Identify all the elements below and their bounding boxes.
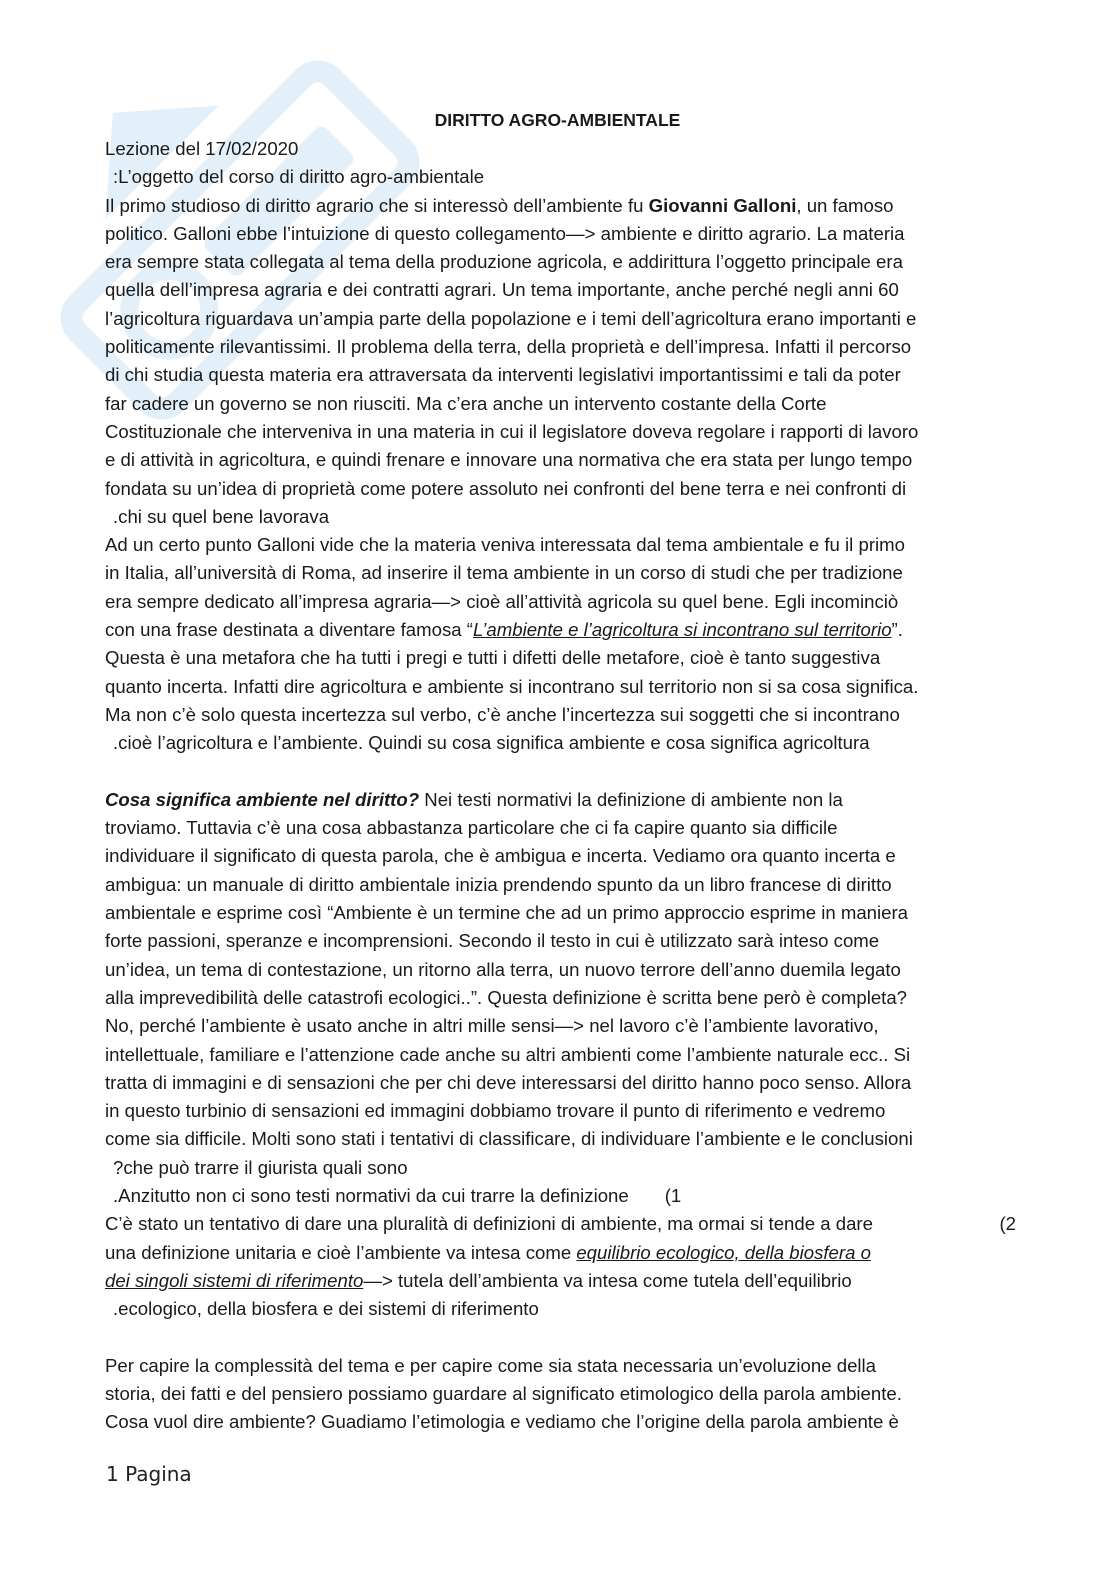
text-line: quella dell’impresa agraria e dei contratti agrari. Un tema importante, anche perché negli anni 60 [105,279,899,301]
text-line: Ad un certo punto Galloni vide che la materia veniva interessata dal tema ambientale e fu il primo [105,534,905,556]
paragraph-galloni-intro [105,192,1010,532]
text-line: tratta di immagini e di sensazioni che per chi deve interessarsi del diritto hanno poco senso. Allora [105,1071,912,1093]
text-line: Per capire la complessità del tema e per capire come sia stata necessaria un’evoluzione della [105,1354,877,1376]
text-line: come sia difficile. Molti sono stati i tentativi di classificare, di individuare l’ambiente e le conclusioni [105,1128,913,1150]
text-line: e di attività in agricoltura, e quindi frenare e innovare una normativa che era stata per lungo tempo [105,449,913,471]
section-heading: Cosa significa ambiente nel diritto? [105,788,420,810]
paragraph-etymology [105,1352,1010,1437]
text-span: con una frase destinata a diventare famosa “ [105,619,473,641]
list-item-2 [105,1210,1016,1238]
text-line: un’idea, un tema di contestazione, un ritorno alla terra, un nuovo terrore dell’anno duemila legato [105,958,901,980]
text-line: storia, dei fatti e del pensiero possiamo guardare al significato etimologico della parola ambiente. [105,1383,902,1405]
numbered-list [105,1182,1016,1323]
text-line: era sempre stata collegata al tema della produzione agricola, e addirittura l’oggetto principale era [105,251,903,273]
text-line: era sempre dedicato all’impresa agraria—> cioè all’attività agricola su quel bene. Egli incominciò [105,590,899,612]
spacer [105,758,1010,786]
text-line: forte passioni, speranze e incomprensioni. Secondo il testo in cui è utilizzato sarà inteso come [105,930,880,952]
text-line [105,786,1010,814]
list-item-text: C’è stato un tentativo di dare una pluralità di definizioni di ambiente, ma ormai si tende a dare [105,1213,873,1235]
lesson-date: Lezione del 17/02/2020 [105,138,299,159]
text-line: intellettuale, familiare e l’attenzione cade anche su altri ambienti come l’ambiente naturale ecc.. Si [105,1043,911,1065]
text-line: far cadere un governo se non riusciti. Ma c’era anche un intervento costante della Corte [105,392,827,414]
famous-quote: L’ambiente e l’agricoltura si incontrano sul territorio [472,619,892,641]
text-span: —> tutela dell’ambienta va intesa come tutela dell’equilibrio [363,1269,852,1291]
text-line: l’agricoltura riguardava un’ampia parte della popolazione e i temi dell’agricoltura erano importanti e [105,307,917,329]
text-line: .ecologico, della biosfera e dei sistemi di riferimento [113,1298,539,1320]
spacer [105,1323,1010,1351]
text-line: individuare il significato di questa parola, che è ambigua e incerta. Vediamo ora quanto incerta e [105,845,896,867]
text-line: No, perché l’ambiente è usato anche in altri mille sensi—> nel lavoro c’è l’ambiente lavorativo, [105,1015,879,1037]
text-line: ?che può trarre il giurista quali sono [113,1156,408,1178]
text-line: Cosa vuol dire ambiente? Guadiamo l’etimologia e vediamo che l’origine della parola ambiente è [105,1411,899,1433]
text-line: .chi su quel bene lavorava [113,505,330,527]
text-line: politicamente rilevantissimi. Il problema della terra, della proprietà e dell’impresa. Infatti il percorso [105,336,912,358]
text-line [105,192,1010,220]
text-line: troviamo. Tuttavia c’è una cosa abbastanza particolare che ci fa capire quanto sia difficile [105,817,838,839]
text-line: fondata su un’idea di proprietà come potere assoluto nei confronti del bene terra e nei confronti di [105,477,907,499]
text-span: Il primo studioso di diritto agrario che si interessò dell’ambiente fu [105,194,649,216]
lesson-subject: :L’oggetto del corso di diritto agro-ambientale [113,166,485,188]
text-line: quanto incerta. Infatti dire agricoltura e ambiente si incontrano sul territorio non si sa cosa significa. [105,675,919,697]
text-span: ”. [891,619,903,641]
text-span: , un famoso [796,194,894,216]
definition-underlined: dei singoli sistemi di riferimento [105,1269,364,1291]
text-line [105,616,1010,644]
text-line: ambientale e esprime così “Ambiente è un termine che ad un primo approccio esprime in maniera [105,902,909,924]
page-number: 1 Pagina [106,1462,192,1486]
person-name: Giovanni Galloni [648,194,797,216]
document-page [105,106,1016,1437]
text-span: una definizione unitaria e cioè l’ambiente va intesa come [105,1241,577,1263]
text-line: Costituzionale che interveniva in una materia in cui il legislatore doveva regolare i rapporti di lavoro [105,420,919,442]
definition-underlined: equilibrio ecologico, della biosfera o [576,1241,871,1263]
text-line: politico. Galloni ebbe l’intuizione di questo collegamento—> ambiente e diritto agrario. La materia [105,222,905,244]
paragraph-galloni-metaphor [105,531,1010,757]
text-line: di chi studia questa materia era attraversata da interventi legislativi importantissimi e tali da poter [105,364,901,386]
text-line: Questa è una metafora che ha tutti i pregi e tutti i difetti delle metafore, cioè è tanto suggestiva [105,647,881,669]
text-line: alla imprevedibilità delle catastrofi ecologici..”. Questa definizione è scritta bene però è completa? [105,986,908,1008]
document-title: DIRITTO AGRO-AMBIENTALE [434,110,681,130]
text-line: ambigua: un manuale di diritto ambientale inizia prendendo spunto da un libro francese di diritto [105,873,892,895]
text-span: Nei testi normativi la definizione di ambiente non la [419,788,843,810]
text-line [105,1267,1010,1295]
list-item-1 [105,1182,1010,1210]
paragraph-environment-meaning [105,786,1010,1182]
text-line: Ma non c’è solo questa incertezza sul verbo, c’è anche l’incertezza sui soggetti che si incontrano [105,703,900,725]
text-line [105,1239,1010,1267]
list-item-number: (2 [999,1213,1016,1235]
text-line: .cioè l’agricoltura e l’ambiente. Quindi su cosa significa ambiente e cosa significa agricoltura [113,732,870,754]
text-line: in questo turbinio di sensazioni ed immagini dobbiamo trovare il punto di riferimento e vedremo [105,1100,886,1122]
list-item-number: (1 [664,1184,682,1206]
list-item-text: .Anzitutto non ci sono testi normativi da cui trarre la definizione [113,1184,629,1206]
text-line: in Italia, all’università di Roma, ad inserire il tema ambiente in un corso di studi che per tradizione [105,562,903,584]
